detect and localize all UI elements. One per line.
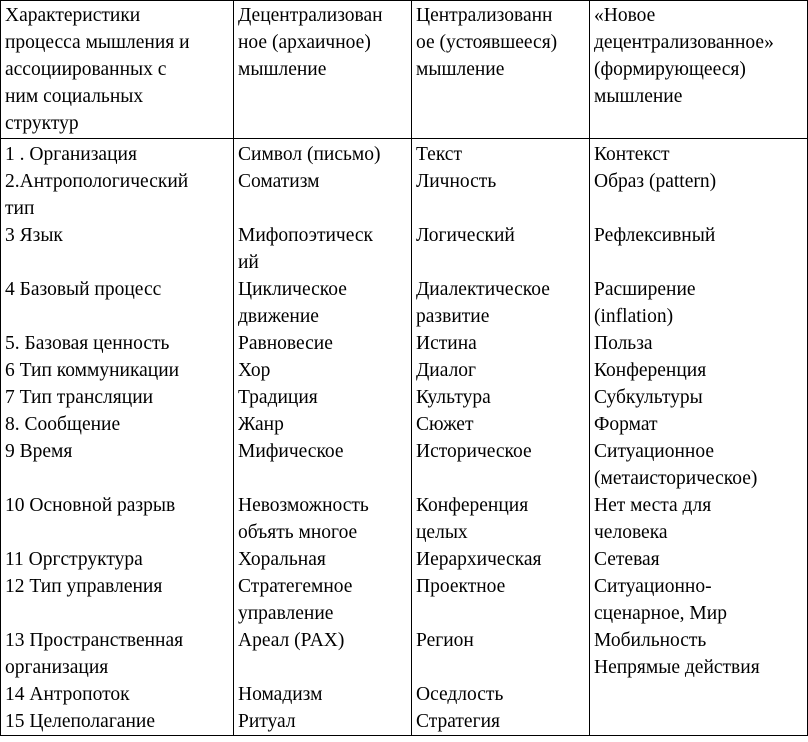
table-cell: Мифическое [234,438,412,492]
table-cell: Мобильность Непрямые действия [590,627,808,681]
table-cell: 5. Базовая ценность [1,330,234,357]
table-row [1,438,808,492]
table-row [1,330,808,357]
table-cell: Традиция [234,384,412,411]
header-new-decentralized: «Новое децентрализованное» (формирующееся) мышление [590,1,808,139]
table-row [1,357,808,384]
table-cell: Рефлексивный [590,222,808,276]
table-cell: Субкультуры [590,384,808,411]
header-centralized-established: Централизованн ое (устоявшееся) мышление [412,1,590,139]
table-cell: Регион [412,627,590,681]
table-cell: Проектное [412,573,590,627]
table-cell: 6 Тип коммуникации [1,357,234,384]
table-cell: 14 Антропоток [1,681,234,708]
table-cell: Сюжет [412,411,590,438]
table-body [1,139,808,736]
table-cell: 3 Язык [1,222,234,276]
table-cell: Номадизм [234,681,412,708]
table-cell: Расширение (inflation) [590,276,808,330]
table-cell: 9 Время [1,438,234,492]
table-cell: Историческое [412,438,590,492]
table-cell: Стратегия [412,708,590,736]
header-characteristics: Характеристики процесса мышления и ассоциированных с ним социальных структур [1,1,234,139]
table-row [1,627,808,681]
table-cell: Текст [412,139,590,169]
header-decentralized-archaic: Децентрализован ное (архаичное) мышление [234,1,412,139]
table-row [1,139,808,169]
table-cell: Жанр [234,411,412,438]
table-cell: Истина [412,330,590,357]
table-cell: Равновесие [234,330,412,357]
table-cell: Ситуационное (метаисторическое) [590,438,808,492]
table-cell: Конференция [590,357,808,384]
table-row [1,222,808,276]
table-cell [590,708,808,736]
table-cell: 4 Базовый процесс [1,276,234,330]
table-cell: Культура [412,384,590,411]
table-header-row [1,1,808,139]
table-cell: Формат [590,411,808,438]
table-cell: Хоральная [234,546,412,573]
table-cell: Мифопоэтическ ий [234,222,412,276]
table-row [1,681,808,708]
table-cell: Циклическое движение [234,276,412,330]
table-cell: Иерархическая [412,546,590,573]
table-cell: 8. Сообщение [1,411,234,438]
table-cell: 2.Антропологический тип [1,168,234,222]
table-cell: 10 Основной разрыв [1,492,234,546]
table-row [1,546,808,573]
table-cell: Ареал (PAX) [234,627,412,681]
table-row [1,411,808,438]
table-cell: Символ (письмо) [234,139,412,169]
table-cell: Сетевая [590,546,808,573]
table-row [1,384,808,411]
table-cell: Диалектическое развитие [412,276,590,330]
table-row [1,276,808,330]
table-cell: 11 Оргструктура [1,546,234,573]
table-cell: Диалог [412,357,590,384]
table-row [1,168,808,222]
table-row [1,708,808,736]
table-cell: 1 . Организация [1,139,234,169]
table-row [1,573,808,627]
table-cell: Оседлость [412,681,590,708]
table-cell: Образ (pattern) [590,168,808,222]
table-cell: Нет места для человека [590,492,808,546]
table-cell: Ситуационно- сценарное, Мир [590,573,808,627]
table-cell: Конференция целых [412,492,590,546]
table-cell: Хор [234,357,412,384]
table-cell: Соматизм [234,168,412,222]
table-cell: Контекст [590,139,808,169]
table-cell: Польза [590,330,808,357]
table-cell: Логический [412,222,590,276]
table-cell: 7 Тип трансляции [1,384,234,411]
table-cell: Стратегемное управление [234,573,412,627]
table-cell [590,681,808,708]
table-row [1,492,808,546]
table-cell: Ритуал [234,708,412,736]
table-cell: 13 Пространственная организация [1,627,234,681]
table-cell: Невозможность объять многое [234,492,412,546]
table-cell: 15 Целеполагание [1,708,234,736]
table-cell: 12 Тип управления [1,573,234,627]
table-cell: Личность [412,168,590,222]
